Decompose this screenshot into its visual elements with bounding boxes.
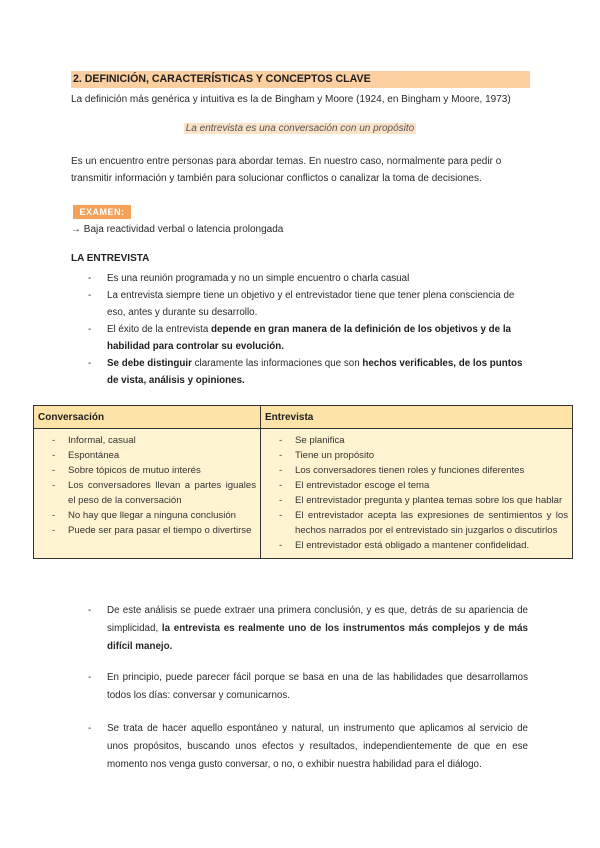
conclusion-2	[88, 669, 528, 705]
list-item	[88, 287, 528, 321]
intro-text: La definición más genérica y intuitiva es la de Bingham y Moore (1924, en Bingham y Moore, 1973)	[71, 94, 511, 105]
conclusion-1	[88, 602, 528, 656]
list-item	[88, 355, 528, 389]
table-header-row	[34, 406, 573, 429]
header-conversacion: Conversación	[34, 406, 261, 429]
conclusion-3	[88, 720, 528, 774]
bullet-bold-text: hechos verificables, de los puntos de vista, análisis y opiniones.	[107, 358, 523, 386]
bullet-bold-text: Se debe distinguir	[107, 358, 192, 369]
definition-quote	[0, 123, 600, 134]
list-item: - En principio, puede parecer fácil porque se basa en una de las habilidades que desarrollamos todos los días: conversar y comunicarnos.	[88, 669, 528, 705]
list-item: - Informal, casual	[38, 433, 256, 448]
header-entrevista: Entrevista	[261, 406, 573, 429]
table-row	[34, 429, 573, 559]
list-item: - El entrevistador acepta las expresiones de sentimientos y los hechos narrados por el entrevistado sin juzgarlos o discutirlos	[265, 508, 568, 538]
list-item: - El entrevistador está obligado a mantener confidelidad.	[265, 538, 568, 553]
section-heading: 2. DEFINICIÓN, CARACTERÍSTICAS Y CONCEPTOS CLAVE	[71, 71, 530, 88]
conversacion-cell	[34, 429, 261, 559]
list-item	[88, 270, 528, 287]
list-item: - Tiene un propósito	[265, 448, 568, 463]
comparison-table	[33, 405, 573, 559]
list-item: - Puede ser para pasar el tiempo o divertirse	[38, 523, 256, 538]
entrevista-list	[265, 433, 568, 553]
list-item: - Se trata de hacer aquello espontáneo y natural, un instrumento que aplicamos al servicio de unos propósitos, buscando unos efectos y resultados, independientemente de que en ese momento nos venga gusto conversar, o no, o exhibir nuestra habilidad para el diálogo.	[88, 720, 528, 774]
bullet-text: El éxito de la entrevista	[107, 324, 212, 335]
quote-text: La entrevista es una conversación con un propósito	[185, 123, 415, 134]
entrevista-heading: LA ENTREVISTA	[71, 253, 150, 264]
exam-badge: EXAMEN:	[73, 205, 131, 219]
conversacion-list	[38, 433, 256, 538]
list-item: - Se planifica	[265, 433, 568, 448]
list-item	[88, 321, 528, 355]
list-item: - Espontánea	[38, 448, 256, 463]
bullet-text: Es una reunión programada y no un simple encuentro o charla casual	[107, 273, 410, 284]
list-item: - El entrevistador pregunta y plantea temas sobre los que hablar	[265, 493, 568, 508]
list-item: - Sobre tópicos de mutuo interés	[38, 463, 256, 478]
bullet-text: claramente las informaciones que son	[191, 358, 363, 369]
exam-note: → Baja reactividad verbal o latencia prolongada	[71, 224, 284, 235]
list-item: - Los conversadores llevan a partes iguales el peso de la conversación	[38, 478, 256, 508]
entrevista-cell	[261, 429, 573, 559]
encounter-paragraph: Es un encuentro entre personas para abordar temas. En nuestro caso, normalmente para pedir o transmitir información y también para solucionar conflictos o canalizar la toma de decisiones.	[71, 156, 502, 184]
conclusion-text: De este análisis se puede extraer una primera conclusión, y es que, detrás de su apariencia de simplicidad,	[107, 605, 528, 634]
bullet-bold-text: depende en gran manera de la definición de los objetivos y de la habilidad para controlar su evolución.	[107, 324, 511, 352]
entrevista-bullet-list	[88, 270, 528, 389]
list-item: - Los conversadores tienen roles y funciones diferentes	[265, 463, 568, 478]
conclusion-bold-text: la entrevista es realmente uno de los instrumentos más complejos y de más difícil manejo.	[107, 623, 528, 652]
list-item: - El entrevistador escoge el tema	[265, 478, 568, 493]
bullet-text: La entrevista siempre tiene un objetivo y el entrevistador tiene que tener plena consciencia de eso, antes y durante su desarrollo.	[107, 290, 515, 318]
list-item	[88, 602, 528, 656]
list-item: - No hay que llegar a ninguna conclusión	[38, 508, 256, 523]
